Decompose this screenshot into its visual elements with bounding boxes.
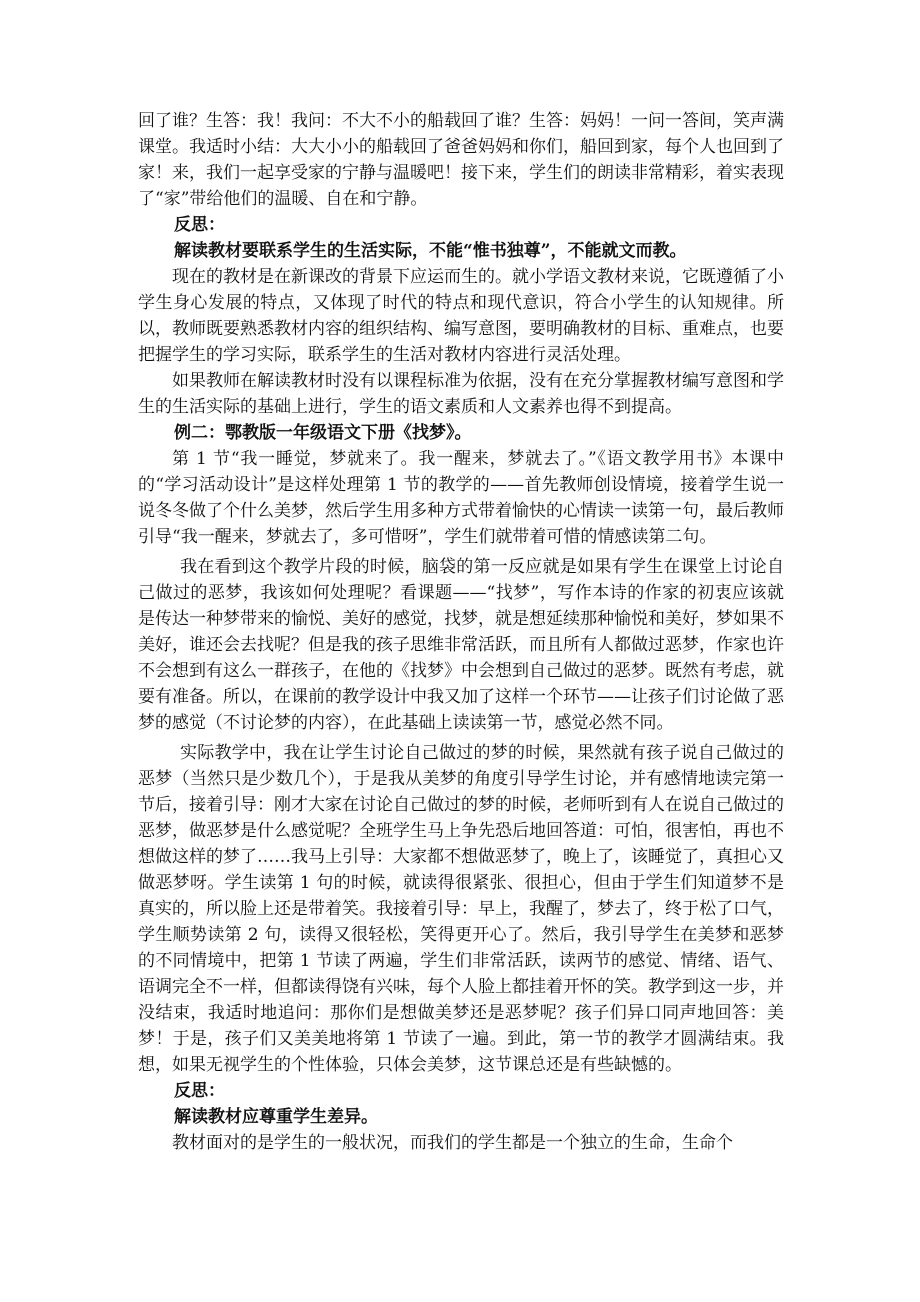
paragraph: 实际教学中，我在让学生讨论自己做过的梦的时候，果然就有孩子说自己做过的恶梦（当然只是少数几个），于是我从美梦的角度引导学生讨论，并有感情地读完第一节后，接着引导：刚才大家在讨论自己做过的梦的时候，老师听到有人在说自己做过的恶梦，做恶梦是什么感觉呢？全班学生马上争先恐后地回答道：可怕，很害怕，再也不想做这样的梦了……我马上引导：大家都不想做恶梦了，晚上了，该睡觉了，真担心又做恶梦呀。学生读第 1 句的时候，就读得很紧张、很担心，但由于学生们知道梦不是真实的，所以脸上还是带着笑。我接着引导：早上，我醒了，梦去了，终于松了口气，学生顺势读第 2 句，读得又很轻松，笑得更开心了。然后，我引导学生在美梦和恶梦的不同情境中，把第 1 节读了两遍，学生们非常活跃，读两节的感觉、情绪、语气、语调完全不一样，但都读得饶有兴味，每个人脸上都挂着开怀的笑。教学到这一步，并没结束，我适时地追问：那你们是想做美梦还是恶梦呢？孩子们异口同声地回答：美梦！于是，孩子们又美美地将第 1 节读了一遍。到此，第一节的教学才圆满结束。我想，如果无视学生的个性体验，只体会美梦，这节课总还是有些缺憾的。 (138, 743, 784, 1075)
reflection-point-heading: 解读教材要联系学生的生活实际，不能“惟书独尊”，不能就文而教。 (174, 241, 687, 261)
document-page (138, 108, 784, 1156)
reflection-heading: 反思： (174, 215, 225, 235)
example-heading: 例二：鄂教版一年级语文下册《找梦》。 (174, 423, 472, 443)
reflection-heading: 反思： (174, 1081, 225, 1101)
paragraph: 现在的教材是在新课改的背景下应运而生的。就小学语文教材来说，它既遵循了小学生身心发展的特点，又体现了时代的特点和现代意识，符合小学生的认知规律。所以，教师既要熟悉教材内容的组织结构、编写意图，要明确教材的目标、重难点，也要把握学生的学习实际，联系学生的生活对教材内容进行灵活处理。 (138, 267, 784, 365)
paragraph: 我在看到这个教学片段的时候，脑袋的第一反应就是如果有学生在课堂上讨论自己做过的恶梦，我该如何处理呢？看课题——“找梦”，写作本诗的作家的初衷应该就是传达一种梦带来的愉悦、美好的感觉，找梦，就是想延续那种愉悦和美好，梦如果不美好，谁还会去找呢？但是我的孩子思维非常活跃，而且所有人都做过恶梦，作家也许不会想到有这么一群孩子，在他的《找梦》中会想到自己做过的恶梦。既然有考虑，就要有准备。所以，在课前的教学设计中我又加了这样一个环节——让孩子们讨论做了恶梦的感觉（不讨论梦的内容），在此基础上读读第一节，感觉必然不同。 (138, 557, 784, 733)
reflection-point-heading: 解读教材应尊重学生差异。 (174, 1107, 378, 1127)
paragraph: 教材面对的是学生的一般状况，而我们的学生都是一个独立的生命，生命个 (172, 1133, 733, 1153)
paragraph: 第 1 节“我一睡觉，梦就来了。我一醒来，梦就去了。”《语文教学用书》本课中的“学习活动设计”是这样处理第 1 节的教学的——首先教师创设情境，接着学生说一说冬冬做了个什么美梦，然后学生用多种方式带着愉快的心情读一读第一句，最后教师引导“我一醒来，梦就去了，多可惜呀”，学生们就带着可惜的情感读第二句。 (138, 449, 784, 547)
paragraph: 如果教师在解读教材时没有以课程标准为依据，没有在充分掌握教材编写意图和学生的生活实际的基础上进行，学生的语文素质和人文素养也得不到提高。 (138, 371, 784, 417)
paragraph-continued: 回了谁？生答：我！我问：不大不小的船载回了谁？生答：妈妈！一问一答间，笑声满课堂。我适时小结：大大小小的船载回了爸爸妈妈和你们，船回到家，每个人也回到了家！来，我们一起享受家的宁静与温暖吧！接下来，学生们的朗读非常精彩，着实表现了“家”带给他们的温暖、自在和宁静。 (138, 111, 784, 209)
